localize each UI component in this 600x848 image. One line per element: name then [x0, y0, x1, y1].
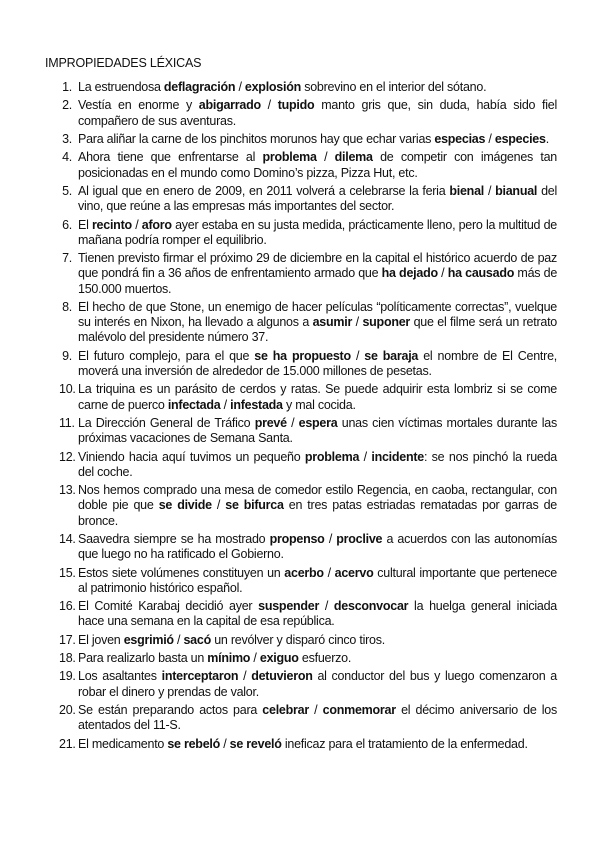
option-word: infestada — [230, 397, 283, 412]
option-word: mínimo — [207, 651, 251, 666]
text-run: Viniendo hacia aquí tuvimos un pequeño — [78, 449, 305, 464]
text-run: Al igual que en enero de 2009, en 2011 volverá a celebrarse la feria — [78, 183, 450, 198]
item-text — [78, 150, 557, 180]
text-run: / — [131, 217, 142, 232]
list-item — [45, 703, 557, 733]
text-run: / — [319, 599, 334, 614]
text-run: sobrevino en el interior del sótano. — [301, 80, 487, 94]
text-run: esfuerzo. — [298, 651, 352, 666]
item-number: 14. — [59, 531, 76, 546]
item-number: 10. — [59, 382, 76, 397]
text-run: Los asaltantes — [78, 669, 162, 684]
text-run: La triquina es un parásito de cerdos y ratas. Se puede adquirir esta lombriz si se come carne de puerco — [78, 382, 557, 412]
list-item — [45, 150, 557, 180]
item-text — [78, 651, 557, 666]
item-number: 6. — [62, 217, 72, 232]
item-text — [78, 532, 557, 562]
list-item — [45, 737, 557, 752]
text-run: Vestía en enorme y — [78, 98, 199, 113]
list-item — [45, 599, 557, 629]
list-item — [45, 566, 557, 596]
item-number: 19. — [59, 669, 76, 684]
option-word: conmemorar — [322, 703, 396, 718]
text-run: Para aliñar la carne de los pinchitos morunos hay que echar varias — [78, 131, 435, 146]
option-word: prevé — [254, 415, 287, 430]
item-number: 9. — [62, 348, 72, 363]
list-item — [45, 184, 557, 214]
option-word: se ha propuesto — [254, 348, 351, 363]
text-run: / — [359, 449, 372, 464]
item-number: 11. — [59, 415, 75, 430]
text-run: El futuro complejo, para el que — [78, 348, 255, 363]
text-run: : se nos pinchó la rueda del coche. — [78, 449, 557, 479]
list-item — [45, 251, 557, 297]
text-run: el nombre de El Centre, moverá una inversión de alrededor de 15.000 millones de pesetas. — [78, 348, 557, 378]
text-run: más de 150.000 muertos. — [78, 266, 558, 296]
item-text — [78, 349, 557, 379]
list-item — [45, 633, 557, 648]
option-word: incidente — [371, 449, 424, 464]
item-number: 4. — [62, 150, 72, 165]
option-word: dilema — [334, 150, 373, 165]
text-run: El Comité Karabaj decidió ayer — [78, 599, 259, 614]
option-word: interceptaron — [161, 669, 239, 684]
list-item — [45, 483, 557, 529]
text-run: El joven — [78, 632, 124, 647]
list-item — [45, 98, 557, 128]
option-word: exiguo — [259, 651, 299, 666]
text-run: Saavedra siempre se ha mostrado — [78, 531, 270, 546]
text-run: Tienen previsto firmar el próximo 29 de diciembre en la capital el histórico acuerdo de paz que pondrá fin a 36 años de enfrentamiento armado que — [78, 251, 557, 281]
item-text — [78, 599, 557, 629]
item-text — [78, 251, 557, 297]
option-word: detuvieron — [251, 669, 313, 684]
text-run: la huelga general iniciada hace una semana en la capital de esa república. — [78, 599, 558, 629]
option-word: suponer — [362, 315, 411, 330]
text-run: Se están preparando actos para — [78, 703, 263, 718]
option-word: propenso — [269, 531, 325, 546]
text-run: / — [352, 315, 363, 330]
item-number: 5. — [62, 183, 72, 198]
text-run: cultural importante que pertenece al patrimonio histórico español. — [78, 565, 557, 595]
item-text — [78, 703, 557, 733]
text-run: un revólver y disparó cinco tiros. — [210, 632, 385, 647]
item-text — [78, 669, 557, 699]
item-text — [78, 184, 557, 214]
option-word: recinto — [91, 217, 132, 232]
text-run: . — [545, 131, 549, 146]
option-word: espera — [298, 415, 338, 430]
text-run: / — [260, 98, 278, 113]
item-text — [78, 737, 557, 752]
option-word: especias — [434, 131, 486, 146]
text-run: / — [220, 736, 230, 751]
text-run: del vino, que reúne a las empresas más importantes del sector. — [78, 183, 558, 214]
option-word: se rebeló — [167, 736, 220, 751]
text-run: / — [484, 183, 496, 198]
option-word: se bifurca — [225, 498, 284, 513]
item-number: 16. — [59, 599, 76, 614]
item-number: 2. — [62, 98, 72, 113]
item-number: 8. — [62, 299, 72, 314]
text-run: / — [308, 703, 323, 718]
item-text — [78, 382, 557, 412]
option-word: suspender — [258, 599, 320, 614]
option-word: se divide — [158, 498, 212, 513]
text-run: / — [350, 348, 365, 363]
option-word: se baraja — [364, 348, 419, 363]
option-word: bienal — [449, 183, 484, 198]
item-number: 1. — [62, 80, 72, 94]
item-text — [78, 98, 557, 128]
text-run: La Dirección General de Tráfico — [78, 415, 255, 430]
text-run: / — [220, 397, 231, 412]
list-item — [45, 416, 557, 446]
option-word: tupido — [277, 98, 315, 113]
item-number: 18. — [59, 651, 76, 666]
option-word: aforo — [141, 217, 172, 232]
option-word: deflagración — [163, 80, 236, 94]
option-word: infectada — [167, 397, 221, 412]
exercise-list — [45, 80, 557, 755]
option-word: sacó — [183, 632, 211, 647]
text-run: y mal cocida. — [282, 397, 356, 412]
option-word: se reveló — [229, 736, 282, 751]
option-word: abigarrado — [198, 98, 261, 113]
text-run: que el filme será un retrato malévolo del presidente número 37. — [78, 315, 557, 345]
item-text — [78, 450, 557, 480]
list-item — [45, 382, 557, 412]
option-word: problema — [304, 449, 360, 464]
text-run: El hecho de que Stone, un enemigo de hacer películas “políticamente correctas”, vuelque su interés en Nixon, ha llevado a algunos a — [78, 299, 557, 330]
text-run: el décimo aniversario de los atentados del 11-S. — [78, 703, 557, 733]
option-word: explosión — [244, 80, 301, 94]
list-item — [45, 218, 557, 248]
item-number: 7. — [62, 251, 72, 266]
text-run: / — [437, 266, 448, 281]
item-number: 12. — [59, 449, 76, 464]
option-word: problema — [262, 150, 317, 165]
item-number: 13. — [59, 483, 76, 498]
item-number: 20. — [59, 703, 76, 718]
item-number: 3. — [62, 131, 72, 146]
option-word: bianual — [495, 183, 538, 198]
list-item — [45, 651, 557, 666]
list-item — [45, 532, 557, 562]
list-item — [45, 80, 557, 95]
item-text — [78, 132, 557, 147]
option-word: desconvocar — [333, 599, 409, 614]
text-run: / — [324, 531, 337, 546]
text-run: / — [316, 150, 335, 165]
item-number: 21. — [59, 736, 76, 751]
text-run: Para realizarlo basta un — [78, 651, 208, 666]
item-text — [78, 80, 557, 95]
text-run: a acuerdos con las autonomías que luego no ha ratificado el Gobierno. — [78, 531, 557, 562]
list-item — [45, 349, 557, 379]
text-run: Nos hemos comprado una mesa de comedor estilo Regencia, en caoba, rectangular, con doble pie que — [78, 483, 557, 513]
text-run: al conductor del bus y luego comenzaron a robar el dinero y prendas de valor. — [78, 669, 557, 699]
item-number: 15. — [59, 565, 76, 580]
text-run: / — [235, 80, 245, 94]
item-text — [78, 218, 557, 248]
text-run: Estos siete volúmenes constituyen un — [78, 565, 285, 580]
item-text — [78, 566, 557, 596]
text-run: / — [211, 498, 226, 513]
text-run: Ahora tiene que enfrentarse al — [78, 150, 263, 165]
item-text — [78, 483, 557, 529]
text-run: El — [78, 217, 92, 232]
list-item — [45, 669, 557, 699]
text-run: / — [323, 565, 335, 580]
text-run: manto gris que, sin duda, había sido fiel compañero de sus aventuras. — [78, 98, 558, 128]
option-word: especies — [494, 131, 546, 146]
item-number: 17. — [59, 632, 76, 647]
option-word: celebrar — [262, 703, 309, 718]
item-text — [78, 633, 557, 648]
document-title: IMPROPIEDADES LÉXICAS — [45, 56, 202, 70]
item-text — [78, 300, 557, 346]
text-run: de competir con imágenes tan posicionadas en el mundo como Domino’s pizza, Pizza Hut, etc. — [78, 150, 557, 180]
text-run: / — [286, 415, 299, 430]
option-word: ha causado — [447, 266, 515, 281]
option-word: acerbo — [284, 565, 324, 580]
text-run: unas cien víctimas mortales durante las próximas vacaciones de Semana Santa. — [78, 415, 557, 446]
list-item — [45, 300, 557, 346]
option-word: acervo — [334, 565, 374, 580]
option-word: ha dejado — [381, 266, 438, 281]
item-text — [78, 416, 557, 446]
option-word: asumir — [312, 315, 353, 330]
text-run: / — [485, 131, 495, 146]
text-run: La estruendosa — [78, 80, 164, 94]
list-item — [45, 450, 557, 480]
text-run: ayer estaba en su justa medida, prácticamente lleno, pero la multitud de mañana podría romper el equilibrio. — [78, 217, 557, 247]
text-run: en tres patas estriadas rematadas por garras de bronce. — [78, 498, 558, 528]
text-run: El medicamento — [78, 736, 168, 751]
text-run: / — [250, 651, 260, 666]
text-run: / — [173, 632, 184, 647]
option-word: esgrimió — [123, 632, 174, 647]
text-run: / — [238, 669, 252, 684]
list-item — [45, 132, 557, 147]
option-word: proclive — [336, 531, 383, 546]
text-run: ineficaz para el tratamiento de la enfermedad. — [281, 736, 528, 751]
